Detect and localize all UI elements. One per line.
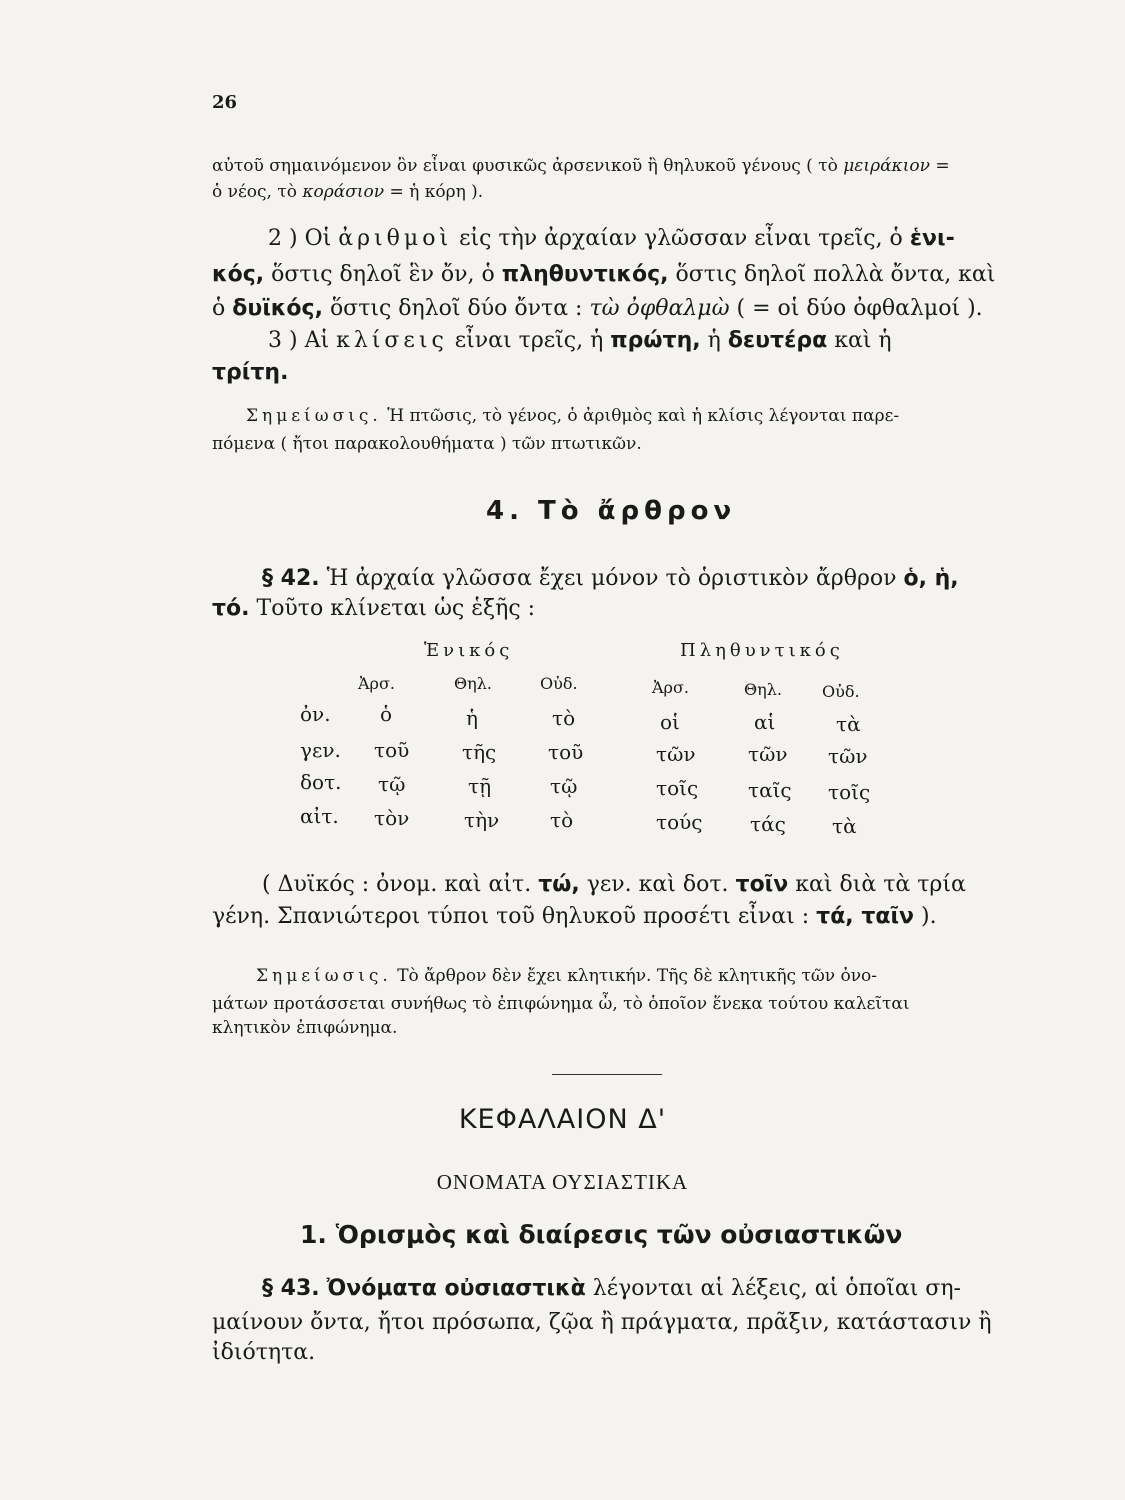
p43-text-2: μαίνουν ὄντα, ἤτοι πρόσωπα, ζῷα ἢ πράγματα, πρᾶξιν, κατάστασιν ἢ <box>212 1310 992 1335</box>
dual-text-c: καὶ διὰ τὰ τρία <box>795 872 966 897</box>
table-cell: τὸ <box>550 808 574 832</box>
table-cell: τῶν <box>828 744 868 768</box>
p43-line-2 <box>212 1310 992 1335</box>
note2-text-2: μάτων προτάσσεται συνήθως τὸ ἐπιφώνημα ὦ, τὸ ὁποῖον ἕνεκα τούτου καλεῖται <box>212 994 910 1014</box>
numbers-text-3a: ὁ <box>212 296 226 321</box>
table-cell: τούς <box>656 810 703 834</box>
subheading-definition: 1. Ὁρισμὸς καὶ διαίρεσις τῶν οὐσιαστικῶν <box>300 1220 903 1249</box>
numbers-text-3b: ὅστις δηλοῖ δύο ὄντα : <box>329 296 583 321</box>
numbers-text-2a: ὅστις δηλοῖ ἓν ὄν, ὁ <box>271 262 495 287</box>
p43-number: § 43. <box>262 1276 320 1301</box>
dual-text: ( Δυϊκός : ὀνομ. καὶ αἰτ. <box>262 872 532 897</box>
cases-text: 3 ) Αἱ <box>268 328 330 353</box>
numbers-bold-dual: δυϊκός, <box>232 296 323 321</box>
table-cell: τοῖς <box>828 780 871 804</box>
cases-spaced-term: κλίσεις <box>336 328 448 353</box>
cases-bold-third: τρίτη. <box>212 360 289 385</box>
p42-line-1 <box>262 566 959 591</box>
table-cell: αἱ <box>754 710 776 734</box>
note1-text-2: πόμενα ( ἤτοι παρακολουθήματα ) τῶν πτωτικῶν. <box>212 434 642 454</box>
note2-line-2 <box>212 994 910 1014</box>
p42-bold-article: ὁ, ἡ, <box>903 566 959 591</box>
p42-bold-neuter: τό. <box>212 596 250 621</box>
table-cell: τάς <box>750 812 786 836</box>
table-header-fem-pl: Θηλ. <box>744 680 782 699</box>
dual-text-3: ). <box>921 904 937 929</box>
table-singular-label: Ἑνικός <box>424 640 514 661</box>
table-plural-label: Πληθυντικός <box>680 640 844 661</box>
numbers-bold-singular: κός, <box>212 262 265 287</box>
numbers-line-3 <box>212 296 983 321</box>
table-cell: τὰ <box>836 712 861 736</box>
numbers-line-2 <box>212 262 995 287</box>
intro-text-3: = ἡ κόρη ). <box>389 182 484 202</box>
table-header-neut-pl: Οὐδ. <box>822 682 860 701</box>
numbers-spaced-term: ἀριθμοὶ <box>338 226 453 251</box>
note1-label: Σημείωσις. <box>246 406 382 426</box>
p42-number: § 42. <box>262 566 320 591</box>
table-header-neut-sg: Οὐδ. <box>540 674 578 693</box>
table-cell: τῆς <box>462 740 497 764</box>
note1-text: Ἡ πτῶσις, τὸ γένος, ὁ ἀριθμὸς καὶ ἡ κλίσις λέγονται παρε- <box>387 406 900 426</box>
note2-line-1 <box>256 966 877 986</box>
dual-bold-form-1: τώ, <box>538 872 580 897</box>
p42-text: Ἡ ἀρχαία γλῶσσα ἔχει μόνον τὸ ὁριστικὸν ἄρθρον <box>326 566 897 591</box>
table-header-fem-sg: Θηλ. <box>454 674 492 693</box>
dual-bold-form-2: τοῖν <box>735 872 789 897</box>
cases-text-d: καὶ ἡ <box>834 328 892 353</box>
numbers-bold-term: ἑνι- <box>909 226 955 251</box>
p42-text-2: Τοῦτο κλίνεται ὡς ἑξῆς : <box>256 596 536 621</box>
intro-equals: = <box>935 156 950 176</box>
dual-line-2 <box>212 904 937 929</box>
p43-text: λέγονται αἱ λέξεις, αἱ ὁποῖαι ση- <box>592 1276 961 1301</box>
numbers-text-3c: ( = οἱ δύο ὀφθαλμοί ). <box>736 296 983 321</box>
note2-text-3: κλητικὸν ἐπιφώνημα. <box>212 1018 398 1038</box>
table-cell: τοῦ <box>374 738 410 762</box>
cases-text-c: ἡ <box>707 328 721 353</box>
table-cell: ὁ <box>380 702 393 726</box>
dual-bold-fem-forms: τά, ταῖν <box>816 904 915 929</box>
cases-line-1 <box>268 328 892 353</box>
intro-text: αὐτοῦ σημαινόμενον ὂν εἶναι φυσικῶς ἀρσενικοῦ ἢ θηλυκοῦ γένους ( τὸ <box>212 156 838 176</box>
table-cell: τῶν <box>748 742 788 766</box>
numbers-text-2b: ὅστις δηλοῖ πολλὰ ὄντα, καὶ <box>675 262 996 287</box>
p42-line-2 <box>212 596 535 621</box>
numbers-italic-example: τὼ ὀφθαλμὼ <box>589 296 730 321</box>
table-cell: τὰ <box>832 814 857 838</box>
table-cell: τὴν <box>464 808 500 832</box>
dual-line-1 <box>262 872 966 897</box>
table-row-case-acc: αἰτ. <box>300 804 339 828</box>
intro-line-1 <box>212 156 950 176</box>
note2-label: Σημείωσις. <box>256 966 392 986</box>
section-divider <box>552 1074 662 1075</box>
table-cell: τῶν <box>656 742 696 766</box>
p43-bold-term: Ὀνόματα οὐσιαστικὰ <box>326 1276 586 1301</box>
chapter-subtitle: ΟΝΟΜΑΤΑ ΟΥΣΙΑΣΤΙΚΑ <box>436 1170 689 1194</box>
numbers-text-b: εἰς τὴν ἀρχαίαν γλῶσσαν εἶναι τρεῖς, ὁ <box>459 226 903 251</box>
intro-line-2 <box>212 182 483 202</box>
table-cell: οἱ <box>660 710 680 734</box>
table-header-masc-sg: Ἀρσ. <box>358 674 395 693</box>
table-cell: ἡ <box>466 706 478 730</box>
table-header-masc-pl: Ἀρσ. <box>652 678 689 697</box>
note1-line-1 <box>246 406 899 426</box>
note2-line-3 <box>212 1018 397 1038</box>
numbers-bold-plural: πληθυντικός, <box>501 262 669 287</box>
table-cell: τῷ <box>378 772 406 796</box>
cases-text-b: εἶναι τρεῖς, ἡ <box>454 328 604 353</box>
intro-italic-word: μειράκιον <box>843 156 930 176</box>
p43-text-3: ἰδιότητα. <box>212 1340 316 1365</box>
cases-bold-second: δευτέρα <box>727 328 828 353</box>
cases-line-2 <box>212 360 288 385</box>
section-heading-article: 4. Τὸ ἄρθρον <box>486 496 737 526</box>
note1-line-2 <box>212 434 642 454</box>
table-cell: τὸν <box>374 806 410 830</box>
p43-line-1 <box>262 1276 961 1301</box>
numbers-text: 2 ) Οἱ <box>268 226 332 251</box>
dual-text-2: γένη. Σπανιώτεροι τύποι τοῦ θηλυκοῦ προσέτι εἶναι : <box>212 904 810 929</box>
cases-bold-first: πρώτη, <box>610 328 701 353</box>
intro-italic-word-2: κοράσιον <box>302 182 385 202</box>
p43-line-3 <box>212 1340 315 1365</box>
table-cell: τῷ <box>550 774 578 798</box>
note2-text: Τὸ ἄρθρον δὲν ἔχει κλητικήν. Τῆς δὲ κλητικῆς τῶν ὀνο- <box>397 966 878 986</box>
dual-text-b: γεν. καὶ δοτ. <box>586 872 729 897</box>
page-number: 26 <box>212 92 238 113</box>
table-cell: τῇ <box>468 774 492 798</box>
table-row-case-dat: δοτ. <box>300 770 342 794</box>
table-cell: ταῖς <box>748 778 792 802</box>
chapter-title: ΚΕΦΑΛΑΙΟΝ Δ' <box>458 1104 667 1135</box>
table-cell: τοῖς <box>656 776 699 800</box>
table-cell: τοῦ <box>548 740 584 764</box>
table-row-case-gen: γεν. <box>300 738 341 762</box>
table-cell: τὸ <box>552 706 576 730</box>
numbers-line-1 <box>268 226 955 251</box>
intro-text-2: ὁ νέος, τὸ <box>212 182 297 202</box>
table-row-case-nom: ὀν. <box>300 702 331 726</box>
